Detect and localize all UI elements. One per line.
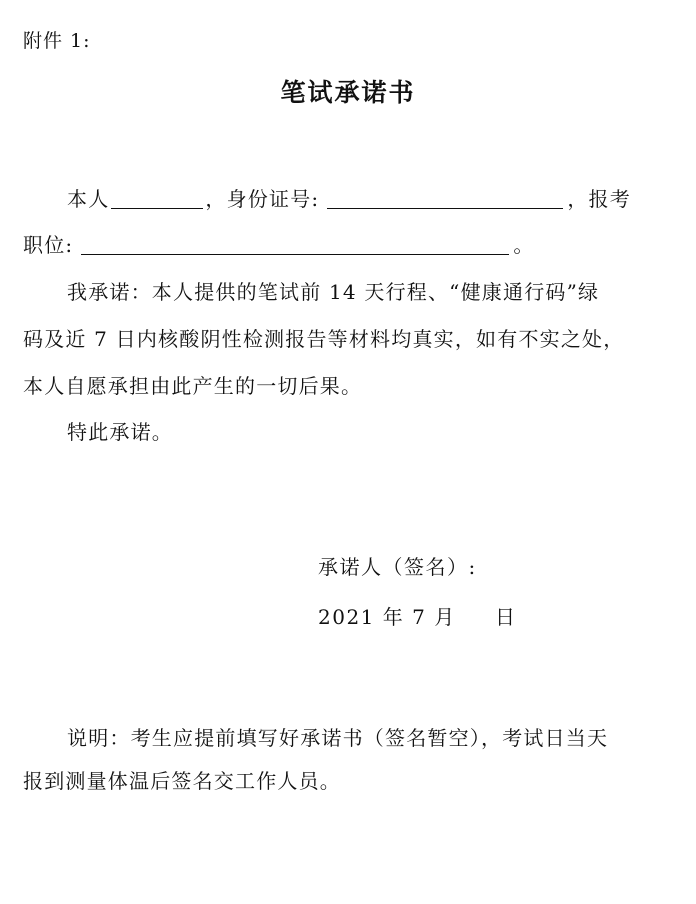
name-blank (111, 188, 203, 209)
promise-line-3: 本人自愿承担由此产生的一切后果。 (23, 374, 363, 398)
applicant-prefix: 本人 (67, 187, 110, 211)
note-line-1: 说明：考生应提前填写好承诺书（签名暂空），考试日当天 (67, 726, 609, 750)
applicant-info-line (23, 183, 692, 212)
id-number-blank (327, 188, 563, 209)
promise-line-1: 我承诺：本人提供的笔试前 14 天行程、“健康通行码”绿 (67, 280, 600, 304)
position-blank (81, 234, 509, 255)
document-title: 笔试承诺书 (280, 78, 416, 107)
position-label: 职位: (23, 233, 74, 257)
closing-line: 特此承诺。 (67, 420, 173, 444)
attachment-label: 附件 1: (23, 30, 91, 52)
note-line-2: 报到测量体温后签名交工作人员。 (23, 769, 341, 793)
apply-label: ，报考 (567, 187, 631, 211)
position-suffix: 。 (513, 233, 535, 257)
promise-line-2: 码及近 7 日内核酸阴性检测报告等材料均真实，如有不实之处， (23, 327, 625, 351)
signature-date: 2021 年 7 月 日 (318, 605, 517, 629)
position-line (23, 229, 648, 258)
id-label: ，身份证号: (205, 187, 320, 211)
signature-label: 承诺人（签名）: (318, 555, 477, 579)
